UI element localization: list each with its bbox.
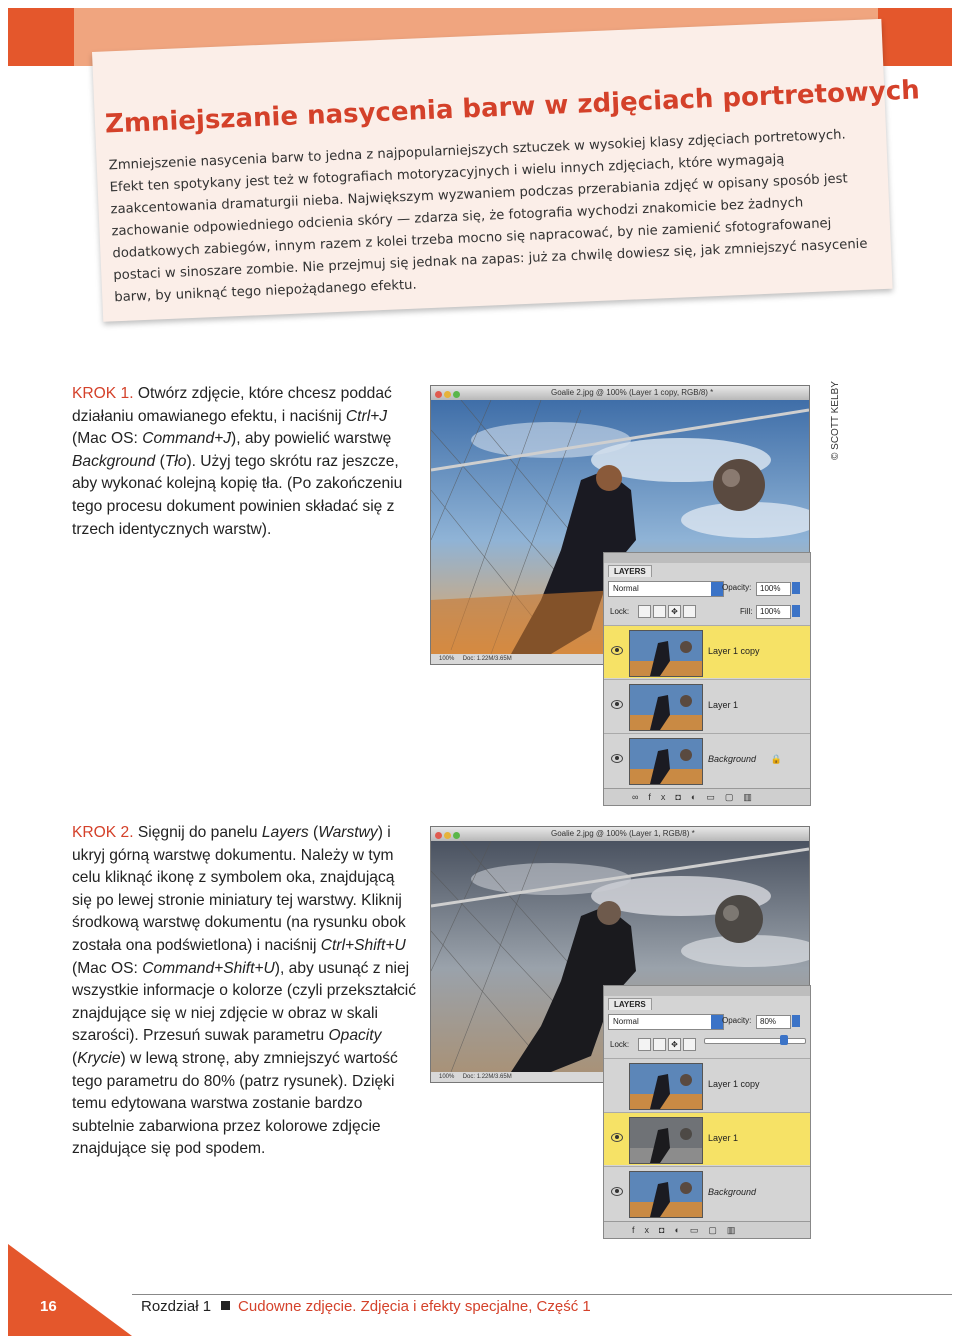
- page-title: Zmniejszanie nasycenia barw w zdjęciach portretowych: [104, 75, 921, 140]
- lock-transparent-icon[interactable]: [638, 1038, 651, 1051]
- layer-name: Layer 1 copy: [708, 1079, 760, 1089]
- zoom-icon[interactable]: [453, 391, 460, 398]
- new-layer-icon[interactable]: ▢: [724, 792, 744, 802]
- photo-credit: © SCOTT KELBY: [830, 381, 841, 460]
- lock-position-icon[interactable]: ✥: [668, 605, 681, 618]
- parameter-ref: Krycie: [77, 1049, 121, 1067]
- parameter-ref: Opacity: [328, 1027, 382, 1045]
- step-2-part: (: [308, 824, 319, 841]
- step-2-part: Sięgnij do panelu: [133, 824, 262, 841]
- layer-name: Layer 1: [708, 700, 739, 710]
- step-1-part: ), aby powielić warstwę: [231, 430, 392, 448]
- step-1-part: ). Użyj tego skrótu raz jeszcze, aby wykonać kolejną kopię tła. (Po zakończeniu tego procesu dokument powinien składać się z trzech identycznych warstw).: [72, 452, 403, 538]
- blend-mode-select[interactable]: [608, 581, 724, 597]
- panel-footer-icons: [604, 1221, 810, 1238]
- eye-icon[interactable]: [611, 754, 623, 763]
- step-2-part: (: [72, 1049, 78, 1067]
- minimize-icon[interactable]: [444, 832, 451, 839]
- step-2-part: ) w lewą stronę, aby zmniejszyć wartość tego parametru do 80% (patrz rysunek). Dzięki temu edytowana warstwa zostanie bardzo subtelnie zabarwiona przez kolorowe zdjęcie znajdujące się pod spodem.: [72, 1049, 398, 1158]
- trash-icon[interactable]: ▥: [743, 792, 762, 802]
- page-number: 16: [40, 1298, 57, 1315]
- footer-running-head: [141, 1298, 591, 1315]
- shortcut: Ctrl+Shift+U: [320, 936, 406, 954]
- layers-panel-2: [603, 985, 811, 1239]
- lock-icon: 🔒: [770, 754, 782, 764]
- adjustment-icon[interactable]: ◐: [690, 792, 707, 802]
- layer-name: Layer 1: [708, 1133, 739, 1143]
- opacity-field[interactable]: 100%: [756, 582, 791, 596]
- opacity-label: Opacity:: [722, 583, 752, 592]
- blend-mode-select[interactable]: [608, 1014, 724, 1030]
- blend-mode-value: Normal: [613, 1017, 639, 1026]
- opacity-arrow-icon[interactable]: [792, 1015, 800, 1027]
- zoom-icon[interactable]: [453, 832, 460, 839]
- shortcut: Ctrl+J: [345, 407, 388, 425]
- panel-name-ref: Warstwy: [318, 824, 378, 841]
- shortcut: Command+J: [142, 430, 232, 448]
- panel-header: [604, 986, 810, 996]
- layer-row[interactable]: [604, 1166, 810, 1219]
- layer-name: Background: [708, 1187, 757, 1197]
- adjustment-icon[interactable]: ◐: [674, 1225, 690, 1235]
- square-bullet-icon: [221, 1301, 230, 1310]
- doc-size: Doc: 1.22M/3.65M: [462, 656, 512, 662]
- lock-position-icon[interactable]: ✥: [668, 1038, 681, 1051]
- lock-image-icon[interactable]: [653, 605, 666, 618]
- opacity-slider[interactable]: [704, 1038, 806, 1044]
- step-2-text: [72, 822, 417, 1161]
- folder-icon[interactable]: ▭: [689, 1225, 709, 1235]
- intro-card: [92, 19, 921, 322]
- layer-thumbnail: [629, 1171, 703, 1218]
- lock-all-icon[interactable]: [683, 1038, 696, 1051]
- step-1-text: [72, 383, 417, 541]
- panel-header: [604, 553, 810, 563]
- zoom-level: 100%: [439, 1074, 455, 1080]
- close-icon[interactable]: [435, 391, 442, 398]
- layer-name-ref: Background: [72, 452, 156, 470]
- window-titlebar: [431, 386, 809, 400]
- layer-thumbnail: [629, 738, 703, 785]
- fill-label: Fill:: [740, 607, 753, 616]
- layer-thumbnail: [629, 1063, 703, 1110]
- step-2-label: KROK 2.: [72, 824, 134, 841]
- layer-row[interactable]: [604, 733, 810, 786]
- layer-row[interactable]: [604, 1112, 810, 1165]
- eye-icon[interactable]: [611, 646, 623, 655]
- window-title: Goalie 2.jpg @ 100% (Layer 1 copy, RGB/8) *: [551, 388, 714, 397]
- fx-icon[interactable]: fx: [648, 792, 676, 802]
- eye-icon[interactable]: [611, 1187, 623, 1196]
- panel-name-ref: Layers: [261, 824, 309, 841]
- mask-icon[interactable]: ◘: [659, 1225, 675, 1235]
- step-1-label: KROK 1.: [72, 385, 134, 402]
- close-icon[interactable]: [435, 832, 442, 839]
- layer-thumbnail: [629, 684, 703, 731]
- doc-size: Doc: 1.22M/3.65M: [462, 1074, 512, 1080]
- intro-paragraph: Zmniejszenie nasycenia barw to jedna z najpopularniejszych sztuczek w wysokiej klasy zdjęciach portretowych. Efekt ten spotykany jest też w fotografiach motoryzacyjnych i wielu innych zdjęciach, które wymagają zaakcentowania dramaturgii nieba. Największym wyzwaniem podczas przerabiania zdjęć w opisany sposób jest zachowanie odpowiedniego odcienia skóry — zdarza się, że fotografia wychodzi znakomicie bez żadnych dodatkowych zabiegów, innym razem z kolei trzeba mocno się napracować, by nie zamienić sfotografowanej postaci w sinoszare zombie. Nie przejmuj się jednak na zapas: już za chwilę dowiesz się, jak zmniejszyć nasycenie barw, by uniknąć tego niepożądanego efektu.: [108, 127, 868, 306]
- lock-label: Lock:: [610, 1040, 630, 1049]
- fill-field[interactable]: 100%: [756, 605, 791, 619]
- opacity-field[interactable]: 80%: [756, 1015, 791, 1029]
- lock-label: Lock:: [610, 607, 630, 616]
- chapter-label: Rozdział 1: [141, 1298, 212, 1315]
- fx-icon[interactable]: fx: [632, 1225, 660, 1235]
- step-2-part: ), aby usunąć z niej wszystkie informacje o kolorze (czyli przekształcić znajdujące się w niej zdjęcie w obraz w skali szarości). Przesuń suwak parametru: [72, 959, 417, 1045]
- step-1-part: (: [155, 452, 165, 470]
- trash-icon[interactable]: ▥: [726, 1225, 746, 1235]
- layer-row[interactable]: [604, 1058, 810, 1111]
- layer-row[interactable]: [604, 625, 810, 678]
- layer-thumbnail: [629, 1117, 703, 1164]
- lock-image-icon[interactable]: [653, 1038, 666, 1051]
- step-1-part: Otwórz zdjęcie, które chcesz poddać działaniu omawianego efektu, i naciśnij: [72, 385, 392, 425]
- link-icon[interactable]: ∞: [632, 792, 649, 802]
- lock-all-icon[interactable]: [683, 605, 696, 618]
- eye-icon[interactable]: [611, 1133, 623, 1142]
- panel-footer-icons: [604, 788, 810, 805]
- eye-icon[interactable]: [611, 700, 623, 709]
- opacity-label: Opacity:: [722, 1016, 752, 1025]
- shortcut: Command+Shift+U: [142, 959, 275, 977]
- step-2-part: (Mac OS:: [72, 959, 143, 977]
- slider-knob[interactable]: [780, 1035, 788, 1045]
- layer-thumbnail: [629, 630, 703, 677]
- window-titlebar: [431, 827, 809, 841]
- layer-name-ref: Tło: [164, 452, 187, 470]
- lock-transparent-icon[interactable]: [638, 605, 651, 618]
- layer-row[interactable]: [604, 679, 810, 732]
- footer-corner: [8, 1244, 132, 1336]
- opacity-arrow-icon[interactable]: [792, 582, 800, 594]
- step-2-part: ) i ukryj górną warstwę dokumentu. Należy w tym celu kliknąć ikonę z symbolem oka, znajdującą się po lewej stronie miniatury tej warstwy. Kliknij środkową warstwę dokumentu (na rysunku obok została ona podświetlona) i naciśnij: [72, 824, 406, 954]
- zoom-level: 100%: [439, 656, 455, 662]
- folder-icon[interactable]: ▭: [706, 792, 725, 802]
- blend-mode-value: Normal: [613, 584, 639, 593]
- layers-tab[interactable]: LAYERS: [608, 565, 652, 577]
- step-1-part: (Mac OS:: [72, 430, 143, 448]
- layers-tab[interactable]: LAYERS: [608, 998, 652, 1010]
- new-layer-icon[interactable]: ▢: [708, 1225, 727, 1235]
- layers-panel-1: [603, 552, 811, 806]
- minimize-icon[interactable]: [444, 391, 451, 398]
- book-title: Cudowne zdjęcie. Zdjęcia i efekty specjalne, Część 1: [238, 1298, 591, 1315]
- layer-name: Background: [708, 754, 757, 764]
- window-title: Goalie 2.jpg @ 100% (Layer 1, RGB/8) *: [551, 829, 695, 838]
- footer-divider: [132, 1294, 952, 1295]
- fill-arrow-icon[interactable]: [792, 605, 800, 617]
- mask-icon[interactable]: ◘: [675, 792, 691, 802]
- layer-name: Layer 1 copy: [708, 646, 760, 656]
